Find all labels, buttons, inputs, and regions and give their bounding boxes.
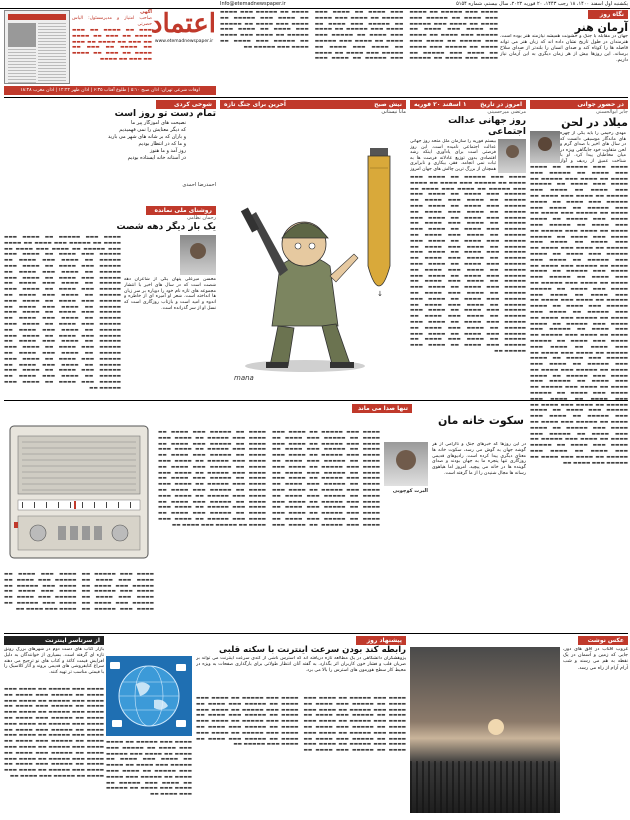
ad-thumbnail[interactable] (4, 10, 70, 84)
centre-section-date: ۱ اسفند ۲۰ فوریه (414, 101, 467, 108)
centre-photo-row (410, 139, 526, 173)
masthead-credits (72, 10, 152, 84)
radio-body: در این روزها که خبرهای جنگ و ناآرامی از هر گوشه جهان به گوش می رسد، سکوت خانه ها معنای دیگری پیدا کرده است. رادیوهای قدیمی روزگاری تنها پنجره ما به جهان بودند و صدای گوینده ها در خانه می پیچید. امروز اما هیاهوی رسانه ها مجال شنیدن را از ما گرفته است. (432, 442, 526, 476)
date-strip (0, 0, 630, 8)
internet-body: پژوهشگران دانشگاهی در یک مطالعه تازه دریافته اند که استرس ناشی از کندی سرعت اینترنت می تواند بر ضربان قلب و فشار خون کاربران اثر بگذارد. به گفته آنان انتظار طولانی برای بارگذاری صفحات به ویژه در محیط کار سطح هورمون های استرس را بالا می برد. (196, 656, 406, 673)
internet-section-label: پیشنهاد روز (356, 636, 406, 645)
centre-intro: بیستم فوریه را سازمان ملل متحد روز جهانی عدالت اجتماعی نامیده است. این روز فرصتی است برای یادآوری اینکه رشد اقتصادی بدون توزیع عادلانه فرصت ها به ثبات نمی انجامد. فقر، بیکاری و نابرابری همچنان از بزرگ ترین چالش های جهان امروز (410, 139, 496, 172)
bottom-left-body: بازار کتاب های دست دوم در شهرهای بزرگ رونق تازه ای گرفته است. بسیاری از خوانندگان به دلیل افزایش قیمت کاغذ و کتاب های نو ترجیح می دهند سراغ کتابفروشی های قدیمی بروند و آثار کلاسیک را با قیمتی مناسب تر تهیه کنند. (4, 647, 104, 676)
left-lower-title: یک بار دیگر دهه شصت (116, 222, 216, 232)
radio-illustration (4, 418, 154, 568)
poem-body: نصیحت های آموزگار پیر ما که دیگر معنایش را نمی فهمیدیم و باران که بر شانه های شهر می بارید و ما که در انتظار بودیم روز آمد و ما هنوز در آستانه خانه ایستاده بودیم (107, 120, 186, 161)
memorial-section-label: در حضور جوانی (530, 100, 628, 109)
bottom-left-article (4, 636, 104, 816)
lead-body: جهان در مقابله با جنگ و خشونت همیشه نیازمند هنر بوده است. هنرمندان در طول تاریخ نشان داده اند که زبان هنر می تواند فاصله ها را کوتاه کند و صدای انسان را بلندتر از صدای سلاح برساند. این روزها بیش از هر زمان دیگری به این آرمان نیاز داریم. (500, 34, 628, 63)
left-lower-body: محسن میرعلی پنهان یکی از شاعران دهه شصت است که در سال های اخیر با انتشار مجموعه های تازه نام خود را دوباره بر سر زبان ها انداخته است. شعر او آمیزه ای از خاطره و اندوه و امید است و بازتاب روزگاری است که نسل او از سر گذرانده است. (124, 277, 216, 311)
left-lower-portrait-photo (180, 235, 216, 275)
photo-essay (410, 636, 628, 816)
site-url[interactable]: www.etemadnewspaper.ir (154, 39, 214, 44)
grass-silhouette (410, 761, 560, 813)
cartoon-section-bar (220, 100, 406, 109)
poem-author: احمدرضا احمدی (182, 182, 216, 188)
internet-title: رابطه کند بودن سرعت اینترنت با سکته قلبی (219, 645, 406, 655)
radio-author-photo (384, 442, 428, 486)
top-rule (4, 97, 628, 98)
left-lower-side (124, 235, 216, 391)
centre-title: روز جهانی عدالت اجتماعی (448, 116, 526, 137)
memorial-body-fill: ▬▬▬▬ ▬▬▬ ▬▬▬▬▬ ▬▬ ▬▬▬▬ ▬▬▬ ▬▬▬▬ ▬▬ ▬▬▬▬▬ ▬▬▬ ▬▬▬▬ ▬▬ ▬▬▬▬ ▬▬▬ ▬▬▬▬▬ ▬▬ ▬▬▬▬ ▬▬▬ ▬▬▬▬ ▬▬ ▬▬▬▬▬ ▬▬▬ ▬▬▬▬ ▬▬ ▬▬▬▬ ▬▬▬ ▬▬▬▬▬ ▬▬ ▬▬▬▬ ▬▬▬ ▬▬▬▬ ▬▬ ▬▬▬▬▬ ▬▬▬ ▬▬▬▬ ▬▬ ▬▬▬▬ ▬▬▬ ▬▬▬▬▬ ▬▬ ▬▬▬▬ ▬▬▬ ▬▬▬▬ ▬▬ ▬▬▬▬▬ ▬▬▬ ▬▬▬▬ ▬▬ ▬▬▬▬ ▬▬▬ ▬▬▬▬▬ ▬▬ ▬▬▬▬ ▬▬▬ ▬▬▬▬ ▬▬ ▬▬▬▬▬ ▬▬▬ ▬▬▬▬ ▬▬ ▬▬▬▬ ▬▬▬ ▬▬▬▬▬ ▬▬ ▬▬▬▬ ▬▬▬ ▬▬▬▬ ▬▬ ▬▬▬▬▬ ▬▬▬ ▬▬▬▬ ▬▬ ▬▬▬▬ ▬▬▬ ▬▬▬▬▬ ▬▬ ▬▬▬▬ ▬▬▬ ▬▬▬▬ ▬▬ ▬▬▬▬▬ ▬▬▬ ▬▬▬▬ ▬▬ ▬▬▬▬ ▬▬▬ ▬▬▬▬▬ ▬▬ ▬▬▬▬ ▬▬▬ ▬▬▬▬ ▬▬ ▬▬▬▬▬ ▬▬▬ ▬▬▬▬ ▬▬ ▬▬▬▬ ▬▬▬ ▬▬▬▬▬ ▬▬ ▬▬▬▬ ▬▬▬ ▬▬▬▬ ▬▬ ▬▬▬▬▬ ▬▬▬ ▬▬▬▬ ▬▬ ▬▬▬▬ ▬▬▬ ▬▬▬▬▬ ▬▬ ▬▬▬▬ ▬▬▬ ▬▬▬▬ ▬▬ ▬▬▬▬▬ ▬▬▬ ▬▬▬▬ ▬▬ ▬▬▬▬ ▬▬▬ ▬▬▬▬▬ ▬▬ ▬▬▬▬ ▬▬▬ ▬▬▬▬ ▬▬ ▬▬▬▬▬ ▬▬▬ ▬▬▬▬ ▬▬ ▬▬▬▬ ▬▬▬ ▬▬▬▬▬ ▬▬ ▬▬▬▬ ▬▬▬ ▬▬▬▬ ▬▬ ▬▬▬▬▬ ▬▬▬ ▬▬▬▬ ▬▬ ▬▬▬▬ ▬▬▬ ▬▬▬▬▬ ▬▬ ▬▬▬▬ ▬▬▬ ▬▬▬▬ ▬▬ ▬▬▬▬▬ ▬▬▬ ▬▬▬▬ ▬▬ ▬▬▬▬ ▬▬▬ ▬▬▬▬▬ ▬▬ ▬▬▬▬ ▬▬▬ ▬▬▬▬ ▬▬ ▬▬▬▬▬ ▬▬▬ ▬▬▬▬ ▬▬ ▬▬▬▬ ▬▬▬ ▬▬▬▬▬ ▬▬ ▬▬▬▬ ▬▬▬ ▬▬▬▬ ▬▬ ▬▬▬▬▬ ▬▬▬ ▬▬▬▬ ▬▬ ▬▬▬▬ ▬▬▬ ▬▬▬▬▬ ▬▬ ▬▬▬▬ ▬▬▬ ▬▬▬▬ ▬▬ ▬▬▬▬▬ ▬▬▬ ▬▬▬▬ ▬▬ ▬▬▬▬ ▬▬▬ ▬▬▬▬▬ ▬▬ ▬▬▬▬ ▬▬▬ ▬▬▬▬ ▬▬ ▬▬▬▬▬ ▬▬▬ ▬▬▬▬ ▬▬ ▬▬▬▬ ▬▬▬ ▬▬▬▬▬ ▬▬ ▬▬▬▬ ▬▬▬ ▬▬▬▬ ▬▬ ▬▬▬▬▬ ▬▬▬▬▬ ▬▬ ▬▬▬▬ ▬▬▬ ▬▬▬▬ ▬▬ ▬▬▬▬▬ ▬▬▬ ▬▬▬▬ ▬▬ ▬▬▬▬ ▬▬▬ ▬▬▬▬▬ ▬▬ ▬▬▬▬ ▬▬▬ ▬▬▬▬ ▬▬ ▬▬▬▬▬ ▬▬▬ ▬▬▬▬ ▬▬ ▬▬▬▬ ▬▬▬ ▬▬▬▬▬ ▬▬ ▬▬▬▬ ▬▬▬ ▬▬▬▬ ▬▬ ▬▬▬▬▬ ▬▬▬ ▬▬▬▬ ▬▬ ▬▬▬▬ ▬▬▬ ▬▬▬▬▬ ▬▬ ▬▬▬▬ ▬▬▬ ▬▬▬▬ ▬▬ ▬▬▬▬▬ ▬▬▬ ▬▬▬▬ ▬▬ ▬▬▬▬ ▬▬▬ ▬▬▬▬▬ ▬▬ ▬▬▬▬ ▬▬▬ ▬▬▬▬ ▬▬ ▬▬▬▬▬ ▬▬▬ ▬▬▬▬ ▬▬ (530, 165, 628, 466)
left-lower-fill: ▬▬▬▬ ▬▬▬ ▬▬▬▬▬ ▬▬ ▬▬▬▬ ▬▬▬ ▬▬▬▬ ▬▬ ▬▬▬▬▬ ▬▬▬ ▬▬▬▬ ▬▬ ▬▬▬▬ ▬▬▬ ▬▬▬▬▬ ▬▬ ▬▬▬▬ ▬▬▬ ▬▬▬▬ ▬▬ ▬▬▬▬▬ ▬▬▬ ▬▬▬▬ ▬▬ ▬▬▬▬ ▬▬▬ ▬▬▬▬▬ ▬▬ ▬▬▬▬ ▬▬▬ ▬▬▬▬ ▬▬ ▬▬▬▬▬ ▬▬▬ ▬▬▬▬ ▬▬ ▬▬▬▬ ▬▬▬ ▬▬▬▬▬ ▬▬ ▬▬▬▬ ▬▬▬ ▬▬▬▬ ▬▬ ▬▬▬▬▬ ▬▬▬ ▬▬▬▬ ▬▬ ▬▬▬▬ ▬▬▬ ▬▬▬▬▬ ▬▬ ▬▬▬▬ ▬▬▬ ▬▬▬▬ ▬▬ ▬▬▬▬▬ ▬▬▬ ▬▬▬▬ ▬▬ ▬▬▬▬ ▬▬▬ ▬▬▬▬▬ ▬▬ ▬▬▬▬ ▬▬▬ ▬▬▬▬ ▬▬ ▬▬▬▬▬ ▬▬▬ ▬▬▬▬ ▬▬ ▬▬▬▬ ▬▬▬ ▬▬▬▬▬ ▬▬ ▬▬▬▬ ▬▬▬ ▬▬▬▬ ▬▬ ▬▬▬▬▬ ▬▬▬ ▬▬▬▬ ▬▬ ▬▬▬▬ ▬▬▬ ▬▬▬▬▬ ▬▬ ▬▬▬▬ ▬▬▬ ▬▬▬▬ ▬▬ ▬▬▬▬▬ ▬▬▬ ▬▬▬▬ ▬▬ ▬▬▬▬ ▬▬▬ ▬▬▬▬▬ ▬▬ ▬▬▬▬ ▬▬▬ ▬▬▬▬ ▬▬ ▬▬▬▬▬ ▬▬▬ ▬▬▬▬ ▬▬ ▬▬▬▬ ▬▬▬ ▬▬▬▬▬ ▬▬ ▬▬▬▬ ▬▬▬ ▬▬▬▬ ▬▬ ▬▬▬▬▬ ▬▬▬ ▬▬▬▬ ▬▬ ▬▬▬▬ ▬▬▬ ▬▬▬▬▬ ▬▬ ▬▬▬▬ ▬▬▬ ▬▬▬▬ ▬▬ ▬▬▬▬▬ ▬▬▬ ▬▬▬▬ ▬▬ ▬▬▬▬ ▬▬▬ ▬▬▬▬▬ ▬▬ ▬▬▬▬ ▬▬▬ ▬▬▬▬ ▬▬ ▬▬▬▬▬ ▬▬▬ ▬▬▬▬ ▬▬ ▬▬▬▬ ▬▬▬ ▬▬▬▬▬ ▬▬ ▬▬▬▬ ▬▬▬ ▬▬▬▬ ▬▬ ▬▬▬▬▬ ▬▬▬ ▬▬▬▬ ▬▬ ▬▬▬▬ ▬▬▬ ▬▬▬▬▬ ▬▬ (4, 235, 121, 391)
poem-section-label: شوخی کردی (156, 100, 216, 109)
left-lower-row (4, 235, 216, 391)
middle-rule (4, 400, 628, 401)
left-lower-kicker: رحمان نظامی (186, 215, 216, 221)
memorial-intro: مهدی رحیمی را باید یکی از چهره های ماندگار موسیقی دانست که در سال های اخیر با صدای گرم و لحن متفاوت خود جایگاهی ویژه در میان مخاطبان پیدا کرد. او با شناخت عمیق از ردیف و آواز (560, 131, 626, 163)
portrait-head (190, 243, 206, 259)
ad-label: آگهی (140, 10, 152, 15)
svg-text:↓: ↓ (377, 290, 383, 298)
portrait-head (506, 145, 519, 158)
memorial-kicker: جابر ابوالحسنی (596, 109, 628, 115)
bottom-rule (4, 633, 628, 634)
memorial-photo-row (530, 131, 628, 163)
publisher-line: صاحب امتیاز و مدیرمسئول: الیاس حضرتی (72, 16, 152, 27)
radio-lower-fill: ▬▬▬▬ ▬▬▬ ▬▬▬▬▬ ▬▬ ▬▬▬▬ ▬▬▬ ▬▬▬▬ ▬▬ ▬▬▬▬▬ ▬▬▬ ▬▬▬▬ ▬▬ ▬▬▬▬ ▬▬▬ ▬▬▬▬▬ ▬▬ ▬▬▬▬ ▬▬▬ ▬▬▬▬ ▬▬ ▬▬▬▬▬ ▬▬▬ ▬▬▬▬ ▬▬ ▬▬▬▬ ▬▬▬ ▬▬▬▬▬ ▬▬ ▬▬▬▬ ▬▬▬ ▬▬▬▬ ▬▬ ▬▬▬▬▬ ▬▬▬ ▬▬▬▬ ▬▬ ▬▬▬▬ ▬▬▬ ▬▬▬▬▬ ▬▬ ▬▬▬▬ ▬▬▬ ▬▬▬▬ ▬▬ ▬▬▬▬▬ ▬▬▬ ▬▬▬▬ ▬▬ ▬▬▬▬ ▬▬▬ ▬▬▬▬▬ ▬▬ ▬▬▬▬ ▬▬▬ ▬▬▬▬ ▬▬ (4, 572, 154, 612)
masthead-rule (0, 8, 630, 9)
lead-article (500, 10, 628, 106)
poem-block (4, 100, 216, 202)
globe-illustration (106, 656, 192, 736)
memorial-portrait-photo (530, 131, 560, 163)
portrait-head (538, 137, 552, 151)
centre-portrait-photo (498, 139, 526, 173)
thumb-photo (8, 23, 36, 47)
centre-body-fill: ▬▬▬▬ ▬▬▬ ▬▬▬▬▬ ▬▬ ▬▬▬▬ ▬▬▬ ▬▬▬▬ ▬▬ ▬▬▬▬▬ ▬▬▬ ▬▬▬▬ ▬▬ ▬▬▬▬ ▬▬▬ ▬▬▬▬▬ ▬▬ ▬▬▬▬ ▬▬▬ ▬▬▬▬ ▬▬ ▬▬▬▬▬ ▬▬▬ ▬▬▬▬ ▬▬ ▬▬▬▬ ▬▬▬ ▬▬▬▬▬ ▬▬ ▬▬▬▬ ▬▬▬ ▬▬▬▬ ▬▬ ▬▬▬▬▬ ▬▬▬ ▬▬▬▬ ▬▬ ▬▬▬▬ ▬▬▬ ▬▬▬▬▬ ▬▬ ▬▬▬▬ ▬▬▬ ▬▬▬▬ ▬▬ ▬▬▬▬▬ ▬▬▬ ▬▬▬▬ ▬▬ ▬▬▬▬ ▬▬▬ ▬▬▬▬▬ ▬▬ ▬▬▬▬ ▬▬▬ ▬▬▬▬ ▬▬ ▬▬▬▬▬ ▬▬▬ ▬▬▬▬ ▬▬ ▬▬▬▬ ▬▬▬ ▬▬▬▬▬ ▬▬ ▬▬▬▬ ▬▬▬ ▬▬▬▬ ▬▬ ▬▬▬▬▬ ▬▬▬ ▬▬▬▬ ▬▬ ▬▬▬▬ ▬▬▬ ▬▬▬▬▬ ▬▬ ▬▬▬▬ ▬▬▬ ▬▬▬▬ ▬▬ ▬▬▬▬▬ ▬▬▬ ▬▬▬▬ ▬▬ ▬▬▬▬ ▬▬▬ ▬▬▬▬▬ ▬▬ ▬▬▬▬ ▬▬▬ ▬▬▬▬ ▬▬ ▬▬▬▬▬ ▬▬▬ ▬▬▬▬ ▬▬ ▬▬▬▬ ▬▬▬ ▬▬▬▬▬ ▬▬ ▬▬▬▬ ▬▬▬ ▬▬▬▬ ▬▬ ▬▬▬▬▬ ▬▬▬ ▬▬▬▬ ▬▬ ▬▬▬▬ ▬▬▬ ▬▬▬▬▬ ▬▬ ▬▬▬▬ ▬▬▬ ▬▬▬▬ ▬▬ ▬▬▬▬▬ ▬▬▬ ▬▬▬▬ ▬▬ ▬▬▬▬ ▬▬▬ ▬▬▬▬▬ ▬▬ ▬▬▬▬ ▬▬▬ ▬▬▬▬ ▬▬ ▬▬▬▬▬ ▬▬▬ ▬▬▬▬ ▬▬ ▬▬▬▬ ▬▬▬ ▬▬▬▬▬ ▬▬ ▬▬▬▬ ▬▬▬ ▬▬▬▬ ▬▬ ▬▬▬▬▬ ▬▬▬ ▬▬▬▬ ▬▬ ▬▬▬▬ ▬▬▬ ▬▬▬▬▬ ▬▬ ▬▬▬▬ ▬▬▬ ▬▬▬▬ ▬▬ ▬▬▬▬▬ ▬▬▬ ▬▬▬▬ ▬▬ ▬▬▬▬ ▬▬▬ ▬▬▬▬▬ ▬▬ ▬▬▬▬ ▬▬▬ ▬▬▬▬ ▬▬ ▬▬▬▬▬ ▬▬▬ ▬▬▬▬ ▬▬ ▬▬▬▬ ▬▬▬ ▬▬▬▬▬ ▬▬ ▬▬▬▬ ▬▬▬ ▬▬▬▬ ▬▬ ▬▬▬▬▬ ▬▬▬ ▬▬▬▬ ▬▬ ▬▬▬▬ ▬▬▬ ▬▬▬▬▬ ▬▬ (410, 175, 526, 354)
thumb-text (38, 23, 66, 83)
bottom-left-section-label: از سرتاسر اینترنت (4, 636, 104, 645)
internet-body-fill: ▬▬▬▬ ▬▬▬ ▬▬▬▬▬ ▬▬ ▬▬▬▬ ▬▬▬ ▬▬▬▬ ▬▬ ▬▬▬▬▬ ▬▬▬ ▬▬▬▬ ▬▬ ▬▬▬▬ ▬▬▬ ▬▬▬▬▬ ▬▬ ▬▬▬▬ ▬▬▬ ▬▬▬▬ ▬▬ ▬▬▬▬▬ ▬▬▬ ▬▬▬▬ ▬▬ ▬▬▬▬ ▬▬▬ ▬▬▬▬▬ ▬▬ ▬▬▬▬ ▬▬▬ ▬▬▬▬ ▬▬ ▬▬▬▬▬ ▬▬▬ ▬▬▬▬ ▬▬ ▬▬▬▬ ▬▬▬ ▬▬▬▬▬ ▬▬ ▬▬▬▬ ▬▬▬ ▬▬▬▬ ▬▬ ▬▬▬▬▬ ▬▬▬ ▬▬▬▬ ▬▬ ▬▬▬▬ ▬▬▬ ▬▬▬▬▬ ▬▬ ▬▬▬▬ ▬▬▬ ▬▬▬▬ ▬▬ ▬▬▬▬▬ ▬▬▬ ▬▬▬▬ ▬▬ ▬▬▬▬ ▬▬▬ ▬▬▬▬▬ ▬▬ ▬▬▬▬ ▬▬▬ ▬▬▬▬ ▬▬ ▬▬▬▬▬ ▬▬▬ ▬▬▬▬ ▬▬ ▬▬▬▬ ▬▬▬ ▬▬▬▬▬ ▬▬ ▬▬▬▬ ▬▬▬ ▬▬▬▬ ▬▬ ▬▬▬▬▬ ▬▬▬ ▬▬▬▬ ▬▬ ▬▬▬▬ ▬▬▬ ▬▬▬▬▬ ▬▬ ▬▬▬▬ ▬▬▬ ▬▬▬▬ ▬▬ ▬▬▬▬▬ ▬▬▬ ▬▬▬▬ ▬▬ ▬▬▬▬ ▬▬▬ ▬▬▬▬▬ ▬▬ ▬▬▬▬ ▬▬▬ ▬▬▬▬ ▬▬ ▬▬▬▬▬ ▬▬▬ ▬▬▬▬ ▬▬ ▬▬▬▬ ▬▬▬ ▬▬▬▬▬ ▬▬ (196, 696, 406, 754)
top-continuation-text: ▬▬▬▬ ▬▬▬ ▬▬▬▬▬ ▬▬ ▬▬▬▬ ▬▬▬ ▬▬▬▬ ▬▬ ▬▬▬▬▬ ▬▬▬ ▬▬▬▬ ▬▬ ▬▬▬▬ ▬▬▬ ▬▬▬▬▬ ▬▬ ▬▬▬▬ ▬▬▬ ▬▬▬▬ ▬▬ ▬▬▬▬▬ ▬▬▬ ▬▬▬▬ ▬▬ ▬▬▬▬ ▬▬▬ ▬▬▬▬▬ ▬▬ ▬▬▬▬ ▬▬▬ ▬▬▬▬ ▬▬ ▬▬▬▬▬ ▬▬▬ ▬▬▬▬ ▬▬ ▬▬▬▬ ▬▬▬ ▬▬▬▬▬ ▬▬ ▬▬▬▬ ▬▬▬ ▬▬▬▬ ▬▬ ▬▬▬▬▬ ▬▬▬ ▬▬▬▬ ▬▬ ▬▬▬▬ ▬▬▬ ▬▬▬▬▬ ▬▬ ▬▬▬▬ ▬▬▬ ▬▬▬▬ ▬▬ ▬▬▬▬▬ ▬▬▬ ▬▬▬▬ ▬▬ ▬▬▬▬ ▬▬▬ ▬▬▬▬▬ ▬▬ ▬▬▬▬ ▬▬▬ ▬▬▬▬ ▬▬ ▬▬▬▬▬ ▬▬▬ ▬▬▬▬ ▬▬ ▬▬▬▬ ▬▬▬ ▬▬▬▬▬ ▬▬ ▬▬▬▬ ▬▬▬ ▬▬▬▬ ▬▬ ▬▬▬▬▬ ▬▬▬ ▬▬▬▬ ▬▬ ▬▬▬▬ ▬▬▬ ▬▬▬▬▬ ▬▬ ▬▬▬▬ ▬▬▬ ▬▬▬▬ ▬▬ ▬▬▬▬▬ ▬▬▬ ▬▬▬▬ ▬▬ ▬▬▬▬ ▬▬▬ ▬▬▬▬▬ ▬▬ ▬▬▬▬ ▬▬▬ ▬▬▬▬ ▬▬ ▬▬▬▬▬ ▬▬▬ ▬▬▬▬ ▬▬ ▬▬▬▬ ▬▬▬ ▬▬▬▬▬ ▬▬ ▬▬▬▬ ▬▬▬ ▬▬▬▬ ▬▬ ▬▬▬▬▬ ▬▬▬ ▬▬▬▬ ▬▬ ▬▬▬▬ ▬▬▬ ▬▬▬▬▬ ▬▬ (220, 10, 498, 62)
poem-title: تمام دست تو روز است (114, 109, 216, 119)
centre-article (410, 100, 526, 400)
photo-caption: غروب آفتاب در افق های دور، جایی که زمین و آسمان در یک نقطه به هم می رسند و شب آرام آرام از راه می رسد. (563, 647, 628, 671)
radio-title: سکوت خانه مان (437, 414, 524, 427)
cartoon-section-sub: آخرین برای جنگ تازه (224, 101, 286, 108)
left-lower-article (4, 206, 216, 398)
left-lower-section-label: روشنای ملی نمانده (146, 206, 216, 215)
memorial-title: میلاد در لحن (561, 116, 628, 129)
globe-caption-fill: ▬▬▬▬ ▬▬▬ ▬▬▬▬▬ ▬▬ ▬▬▬▬ ▬▬▬ ▬▬▬▬ ▬▬ ▬▬▬▬▬ ▬▬▬ ▬▬▬▬ ▬▬ ▬▬▬▬ ▬▬▬ ▬▬▬▬▬ ▬▬ ▬▬▬▬ ▬▬▬ ▬▬▬▬ ▬▬ ▬▬▬▬▬ ▬▬▬ ▬▬▬▬ ▬▬ ▬▬▬▬ ▬▬▬ ▬▬▬▬▬ ▬▬ ▬▬▬▬ ▬▬▬ ▬▬▬▬ ▬▬ ▬▬▬▬▬ ▬▬▬ ▬▬▬▬ ▬▬ ▬▬▬▬ ▬▬▬ ▬▬▬▬▬ ▬▬ ▬▬▬▬ ▬▬▬ ▬▬▬▬ ▬▬ ▬▬▬▬▬ ▬▬▬ ▬▬▬▬ ▬▬ (106, 740, 192, 798)
cartoon-signature: mana (234, 374, 254, 382)
portrait-head (396, 450, 416, 470)
radio-article (4, 404, 528, 630)
date-line: یکشنبه اول اسفند ۱۴۰۰، ۱۸ رجب ۱۴۴۳، ۲۰ فوریه ۲۰۲۲، سال بیستم، شماره ۵۱۵۴ (456, 1, 628, 7)
centre-section-bar (410, 100, 526, 109)
photo-essay-section-label: عکس نوشت (578, 636, 628, 645)
lead-title: آرمان هنر (574, 21, 628, 34)
email-text[interactable]: Info@etemadnewspaper.ir (220, 1, 286, 7)
prayer-times-bar: اوقات شرعی تهران: اذان صبح ۵:۱۰ | طلوع آفتاب ۶:۳۵ | اذان ظهر ۱۲:۲۲ | اذان مغرب ۱۸:۲۸ (4, 86, 216, 95)
memorial-column (530, 100, 628, 630)
lead-section-label: نگاه روز (588, 10, 628, 19)
radio-body-fill: ▬▬▬▬ ▬▬▬ ▬▬▬▬▬ ▬▬ ▬▬▬▬ ▬▬▬ ▬▬▬▬ ▬▬ ▬▬▬▬▬ ▬▬▬ ▬▬▬▬ ▬▬ ▬▬▬▬ ▬▬▬ ▬▬▬▬▬ ▬▬ ▬▬▬▬ ▬▬▬ ▬▬▬▬ ▬▬ ▬▬▬▬▬ ▬▬▬ ▬▬▬▬ ▬▬ ▬▬▬▬ ▬▬▬ ▬▬▬▬▬ ▬▬ ▬▬▬▬ ▬▬▬ ▬▬▬▬ ▬▬ ▬▬▬▬▬ ▬▬▬ ▬▬▬▬ ▬▬ ▬▬▬▬ ▬▬▬ ▬▬▬▬▬ ▬▬ ▬▬▬▬ ▬▬▬ ▬▬▬▬ ▬▬ ▬▬▬▬▬ ▬▬▬ ▬▬▬▬ ▬▬ ▬▬▬▬ ▬▬▬ ▬▬▬▬▬ ▬▬ ▬▬▬▬ ▬▬▬ ▬▬▬▬ ▬▬ ▬▬▬▬▬ ▬▬▬ ▬▬▬▬ ▬▬ ▬▬▬▬ ▬▬▬ ▬▬▬▬▬ ▬▬ ▬▬▬▬ ▬▬▬ ▬▬▬▬ ▬▬ ▬▬▬▬▬ ▬▬▬ ▬▬▬▬ ▬▬ ▬▬▬▬ ▬▬▬ ▬▬▬▬▬ ▬▬ ▬▬▬▬ ▬▬▬ ▬▬▬▬ ▬▬ ▬▬▬▬▬ ▬▬▬ ▬▬▬▬ ▬▬ ▬▬▬▬ ▬▬▬ ▬▬▬▬▬ ▬▬ ▬▬▬▬ ▬▬▬ ▬▬▬▬ ▬▬ ▬▬▬▬▬ ▬▬▬ ▬▬▬▬ ▬▬ ▬▬▬▬ ▬▬▬ ▬▬▬▬▬ ▬▬ ▬▬▬▬ ▬▬▬ ▬▬▬▬ ▬▬ ▬▬▬▬▬ ▬▬▬ ▬▬▬▬ ▬▬ ▬▬▬▬ ▬▬▬ ▬▬▬▬▬ ▬▬ ▬▬▬▬ ▬▬▬ ▬▬▬▬ ▬▬ ▬▬▬▬▬ ▬▬▬ ▬▬▬▬ ▬▬ ▬▬▬▬ ▬▬▬ ▬▬▬▬▬ ▬▬ ▬▬▬▬ ▬▬▬ ▬▬▬▬ ▬▬ ▬▬▬▬▬ ▬▬▬ ▬▬▬▬ ▬▬ ▬▬▬▬ ▬▬▬ ▬▬▬▬▬ ▬▬ ▬▬▬▬ ▬▬▬ ▬▬▬▬ ▬▬ ▬▬▬▬▬ ▬▬▬ ▬▬▬▬ ▬▬ ▬▬▬▬ ▬▬▬ ▬▬▬▬▬ ▬▬ ▬▬▬▬ ▬▬▬ ▬▬▬▬ ▬▬ ▬▬▬▬▬ ▬▬▬ ▬▬▬▬ ▬▬ ▬▬▬▬ ▬▬▬ ▬▬▬▬▬ ▬▬ ▬▬▬▬ ▬▬▬ ▬▬▬▬ ▬▬ ▬▬▬▬▬ ▬▬▬ ▬▬▬▬ ▬▬ ▬▬▬▬ ▬▬▬ ▬▬▬▬▬ ▬▬ ▬▬▬▬ ▬▬▬ ▬▬▬▬ ▬▬ ▬▬▬▬▬ ▬▬▬ ▬▬▬▬ ▬▬ ▬▬▬▬ ▬▬▬ ▬▬▬▬▬ ▬▬ ▬▬▬▬ ▬▬▬ ▬▬▬▬ ▬▬ ▬▬▬▬▬ ▬▬▬ ▬▬▬▬ ▬▬ ▬▬▬▬ ▬▬▬ ▬▬▬▬▬ ▬▬ ▬▬▬▬ ▬▬▬ ▬▬▬▬ ▬▬ ▬▬▬▬▬ ▬▬▬ ▬▬▬▬ ▬▬ (158, 430, 380, 528)
logo-text: اعتماد (150, 9, 216, 39)
radio-section-label: تنها صدا می ماند (352, 404, 412, 413)
bottom-left-fill: ▬▬▬▬ ▬▬▬ ▬▬▬▬▬ ▬▬ ▬▬▬▬ ▬▬▬ ▬▬▬▬ ▬▬ ▬▬▬▬▬ ▬▬▬ ▬▬▬▬ ▬▬ ▬▬▬▬ ▬▬▬ ▬▬▬▬▬ ▬▬ ▬▬▬▬ ▬▬▬ ▬▬▬▬ ▬▬ ▬▬▬▬▬ ▬▬▬ ▬▬▬▬ ▬▬ ▬▬▬▬ ▬▬▬ ▬▬▬▬▬ ▬▬ ▬▬▬▬ ▬▬▬ ▬▬▬▬ ▬▬ ▬▬▬▬▬ ▬▬▬ ▬▬▬▬ ▬▬ ▬▬▬▬ ▬▬▬ ▬▬▬▬▬ ▬▬ ▬▬▬▬ ▬▬▬ ▬▬▬▬ ▬▬ ▬▬▬▬▬ ▬▬▬ ▬▬▬▬ ▬▬ ▬▬▬▬ ▬▬▬ ▬▬▬▬▬ ▬▬ ▬▬▬▬ ▬▬▬ ▬▬▬▬ ▬▬ ▬▬▬▬▬ ▬▬▬ ▬▬▬▬ ▬▬ ▬▬▬▬ ▬▬▬ ▬▬▬▬▬ ▬▬ ▬▬▬▬ ▬▬▬ ▬▬▬▬ ▬▬ ▬▬▬▬▬ ▬▬▬ ▬▬▬▬ ▬▬ ▬▬▬▬ ▬▬▬ ▬▬▬▬▬ ▬▬ ▬▬▬▬ ▬▬▬ ▬▬▬▬ ▬▬ ▬▬▬▬▬ ▬▬▬ ▬▬▬▬ ▬▬ ▬▬▬▬ ▬▬▬ ▬▬▬▬▬ ▬▬ ▬▬▬▬ ▬▬▬ ▬▬▬▬ ▬▬ ▬▬▬▬▬ ▬▬▬ ▬▬▬▬ ▬▬ (4, 687, 104, 779)
logo-block[interactable] (152, 9, 216, 49)
cartoon-credit: مانا نیستانی (381, 109, 406, 115)
centre-section-label: امروز در تاریخ (480, 101, 522, 108)
photo-essay-row (410, 647, 628, 813)
centre-kicker: مرتضی میرحسینی (487, 109, 526, 115)
thumb-header (8, 14, 66, 20)
radio-author: البرت کوچویی (392, 488, 428, 494)
cartoon-block (220, 100, 406, 396)
cartoon-section-label: نیش صبح (374, 101, 402, 108)
bullet-illustration (368, 148, 390, 298)
soldier-illustration (241, 208, 365, 372)
cartoon-illustration (220, 116, 406, 386)
thumb-text-2 (8, 49, 36, 83)
internet-article (196, 636, 406, 816)
sun-shape (488, 719, 504, 735)
sunset-photo (410, 647, 560, 813)
credits-filler: ▬▬▬ ▬▬ ▬▬▬▬ ▬▬ ▬▬▬ ▬▬▬▬ ▬▬ ▬▬▬ ▬▬ ▬▬▬▬ ▬▬ ▬▬▬ ▬▬ ▬▬▬▬ ▬▬ ▬▬▬ ▬▬ ▬▬▬▬ ▬▬ ▬▬▬ ▬▬ ▬▬▬▬ ▬▬ ▬▬▬ ▬▬ ▬▬▬▬ ▬▬ ▬▬▬ ▬▬ ▬▬▬▬ (72, 28, 152, 62)
